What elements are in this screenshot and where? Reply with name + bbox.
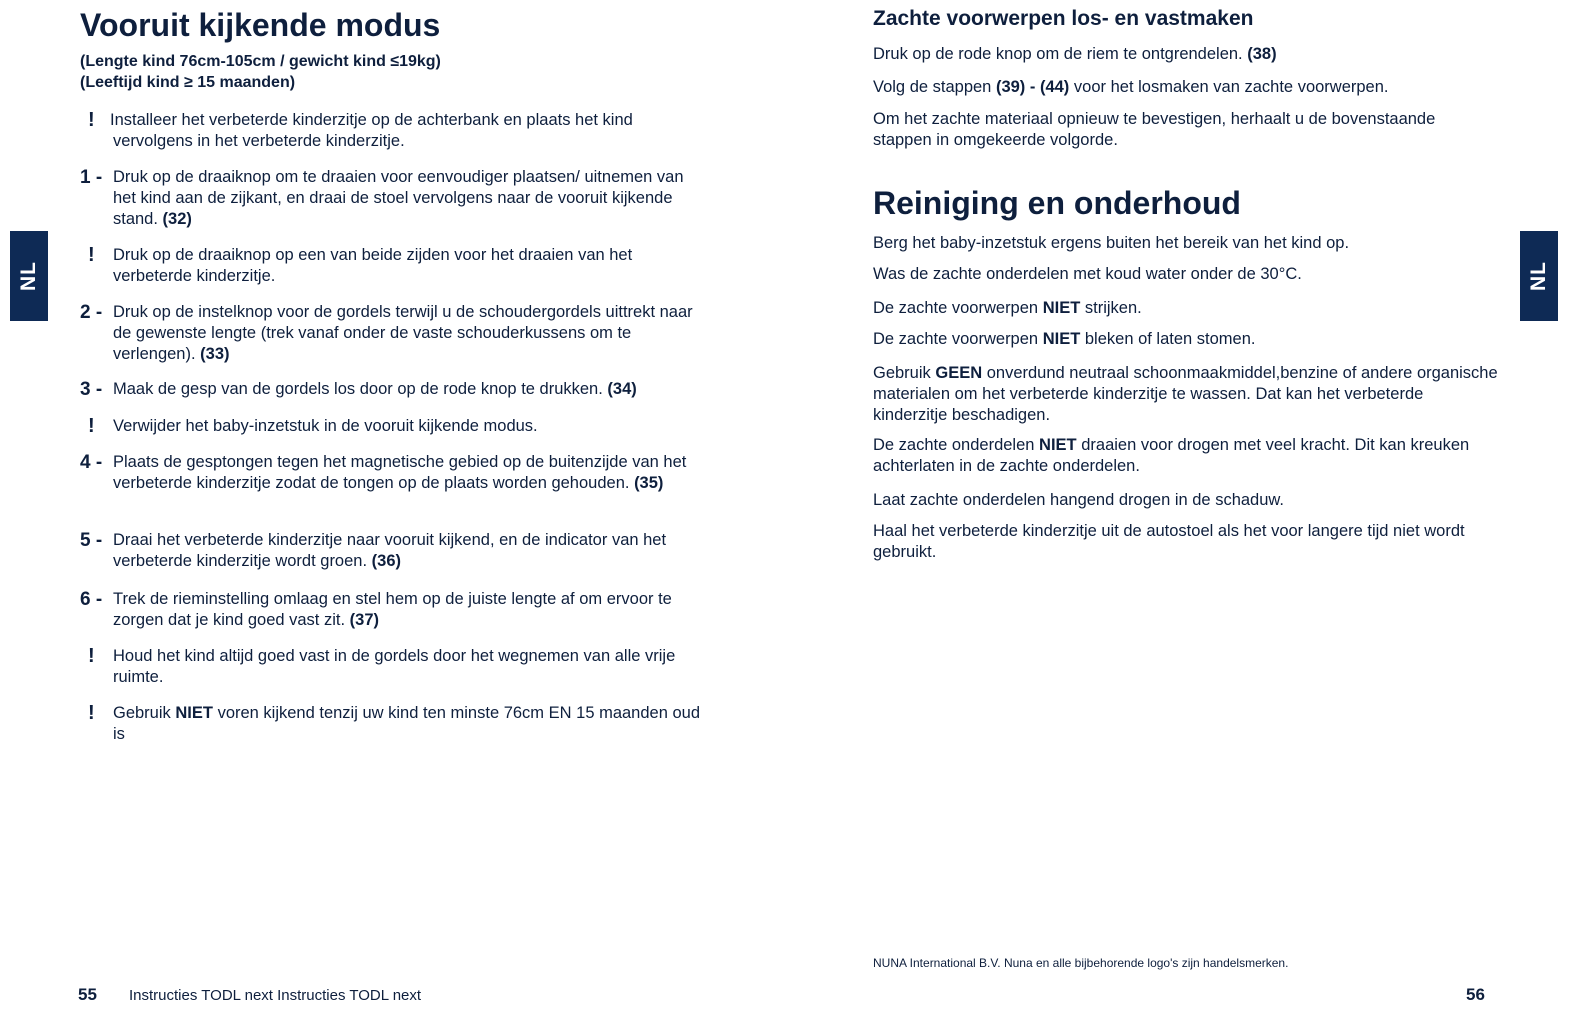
step-number: 3 - <box>80 379 103 400</box>
paragraph <box>873 363 1498 426</box>
paragraph-text: Gebruik <box>873 364 931 382</box>
exclamation-icon: ! <box>88 109 95 131</box>
emphasis-text: GEEN <box>935 364 983 382</box>
warning-item <box>80 416 700 437</box>
figure-ref: (32) <box>162 210 192 228</box>
paragraph <box>873 109 1498 151</box>
paragraph-text: strijken. <box>1084 299 1142 317</box>
paragraph <box>873 233 1498 254</box>
paragraph <box>873 298 1498 319</box>
paragraph-text: Haal het verbeterde kinderzitje uit de autostoel als het voor langere tijd niet wordt gebruikt. <box>873 522 1465 561</box>
figure-ref: (37) <box>349 611 379 629</box>
exclamation-icon: ! <box>88 244 95 266</box>
step-item <box>80 302 700 365</box>
paragraph-text: draaien voor drogen met veel kracht. Dit kan kreuken achterlaten in de zachte onderdelen. <box>873 436 1470 475</box>
step-item <box>80 530 700 572</box>
step-text: Trek de rieminstelling omlaag en stel hem op de juiste lengte af om ervoor te zorgen dat je kind goed vast zit. <box>113 590 672 629</box>
right-page <box>873 0 1498 1020</box>
paragraph-text: voor het losmaken van zachte voorwerpen. <box>1073 78 1389 96</box>
emphasis-text: NIET <box>1039 436 1077 454</box>
exclamation-icon: ! <box>88 702 95 724</box>
figure-ref: (39) - (44) <box>995 78 1070 96</box>
step-item <box>80 379 700 400</box>
paragraph-text: Laat zachte onderdelen hangend drogen in de schaduw. <box>873 491 1284 509</box>
step-number: 2 - <box>80 302 103 323</box>
page-title: Vooruit kijkende modus <box>80 7 441 43</box>
paragraph <box>873 264 1498 285</box>
warning-item <box>80 646 700 688</box>
warning-item <box>80 245 700 287</box>
paragraph <box>873 77 1498 98</box>
page-number-right: 56 <box>1466 985 1485 1004</box>
paragraph-text: Volg de stappen <box>873 78 992 96</box>
language-tab-right <box>1520 231 1558 321</box>
language-tab-label: NL <box>1527 261 1550 291</box>
step-item <box>80 167 700 230</box>
paragraph <box>873 435 1498 477</box>
paragraph-text: De zachte onderdelen <box>873 436 1035 454</box>
section-title-soft-parts: Zachte voorwerpen los- en vastmaken <box>873 7 1254 30</box>
subtitle-size: (Lengte kind 76cm-105cm / gewicht kind ≤19kg) <box>80 53 441 70</box>
paragraph-text: onverdund neutraal schoonmaakmiddel,benzine of andere organische materialen om het verbeterde kinderzitje te wassen. Dat kan het verbeterde kinderzitje beschadigen. <box>873 364 1498 424</box>
step-text: Plaats de gesptongen tegen het magnetische gebied op de buitenzijde van het verbeterde kinderzitje zodat de tongen op de plaats worden gehouden. <box>113 453 687 492</box>
paragraph-text: Was de zachte onderdelen met koud water onder de 30°C. <box>873 265 1302 283</box>
paragraph-text: bleken of laten stomen. <box>1084 330 1256 348</box>
step-item <box>80 452 700 494</box>
paragraph <box>873 521 1498 563</box>
emphasis-text: NIET <box>1042 330 1081 348</box>
warning-text: voren kijkend tenzij uw kind ten minste 76cm EN 15 maanden oud is <box>113 704 700 743</box>
footer-title: Instructies TODL next Instructies TODL next <box>129 987 422 1004</box>
figure-ref: (33) <box>200 345 230 363</box>
step-text: Draai het verbeterde kinderzitje naar vooruit kijkend, en de indicator van het verbeterde kinderzitje wordt groen. <box>113 531 667 570</box>
figure-ref: (38) <box>1247 45 1277 63</box>
paragraph-text: Om het zachte materiaal opnieuw te bevestigen, herhaalt u de bovenstaande stappen in omgekeerde volgorde. <box>873 110 1436 149</box>
step-text: Druk op de draaiknop om te draaien voor eenvoudiger plaatsen/ uitnemen van het kind aan de zijkant, en draai de stoel vervolgens naar de vooruit kijkende stand. <box>113 168 684 228</box>
step-number: 1 - <box>80 167 103 188</box>
paragraph-text: Druk op de rode knop om de riem te ontgrendelen. <box>873 45 1243 63</box>
step-number: 6 - <box>80 589 103 610</box>
subtitle-age: (Leeftijd kind ≥ 15 maanden) <box>80 74 296 91</box>
step-text: Druk op de instelknop voor de gordels terwijl u de schoudergordels uittrekt naar de gewenste lengte (trek vanaf onder de vaste schouderkussens om te verlengen). <box>113 303 693 363</box>
warning-text: Druk op de draaiknop op een van beide zijden voor het draaien van het verbeterde kinderzitje. <box>113 246 633 285</box>
left-page <box>80 0 700 1020</box>
paragraph <box>873 490 1498 511</box>
warning-item <box>80 703 700 745</box>
emphasis-text: NIET <box>1042 299 1081 317</box>
language-tab-left <box>10 231 48 321</box>
exclamation-icon: ! <box>88 415 95 437</box>
step-text: Maak de gesp van de gordels los door op de rode knop te drukken. <box>113 380 603 398</box>
figure-ref: (34) <box>607 380 637 398</box>
step-number: 5 - <box>80 530 103 551</box>
page-number-left: 55 <box>78 985 97 1004</box>
figure-ref: (35) <box>634 474 664 492</box>
emphasis-text: NIET <box>175 704 213 722</box>
warning-item <box>80 110 700 152</box>
paragraph-text: Berg het baby-inzetstuk ergens buiten het bereik van het kind op. <box>873 234 1350 252</box>
paragraph <box>873 329 1498 350</box>
step-item <box>80 589 700 631</box>
warning-text: Houd het kind altijd goed vast in de gordels door het wegnemen van alle vrije ruimte. <box>113 647 676 686</box>
figure-ref: (36) <box>371 552 401 570</box>
language-tab-label: NL <box>17 261 40 291</box>
step-number: 4 - <box>80 452 103 473</box>
trademark-note: NUNA International B.V. Nuna en alle bijbehorende logo's zijn handelsmerken. <box>873 956 1289 970</box>
warning-text: Verwijder het baby-inzetstuk in de vooruit kijkende modus. <box>113 417 538 435</box>
paragraph <box>873 44 1498 65</box>
exclamation-icon: ! <box>88 645 95 667</box>
paragraph-text: De zachte voorwerpen <box>873 330 1039 348</box>
paragraph-text: De zachte voorwerpen <box>873 299 1039 317</box>
section-title-cleaning: Reiniging en onderhoud <box>873 185 1241 221</box>
warning-text: Gebruik <box>113 704 171 722</box>
warning-text: Installeer het verbeterde kinderzitje op de achterbank en plaats het kind vervolgens in het verbeterde kinderzitje. <box>110 111 633 150</box>
